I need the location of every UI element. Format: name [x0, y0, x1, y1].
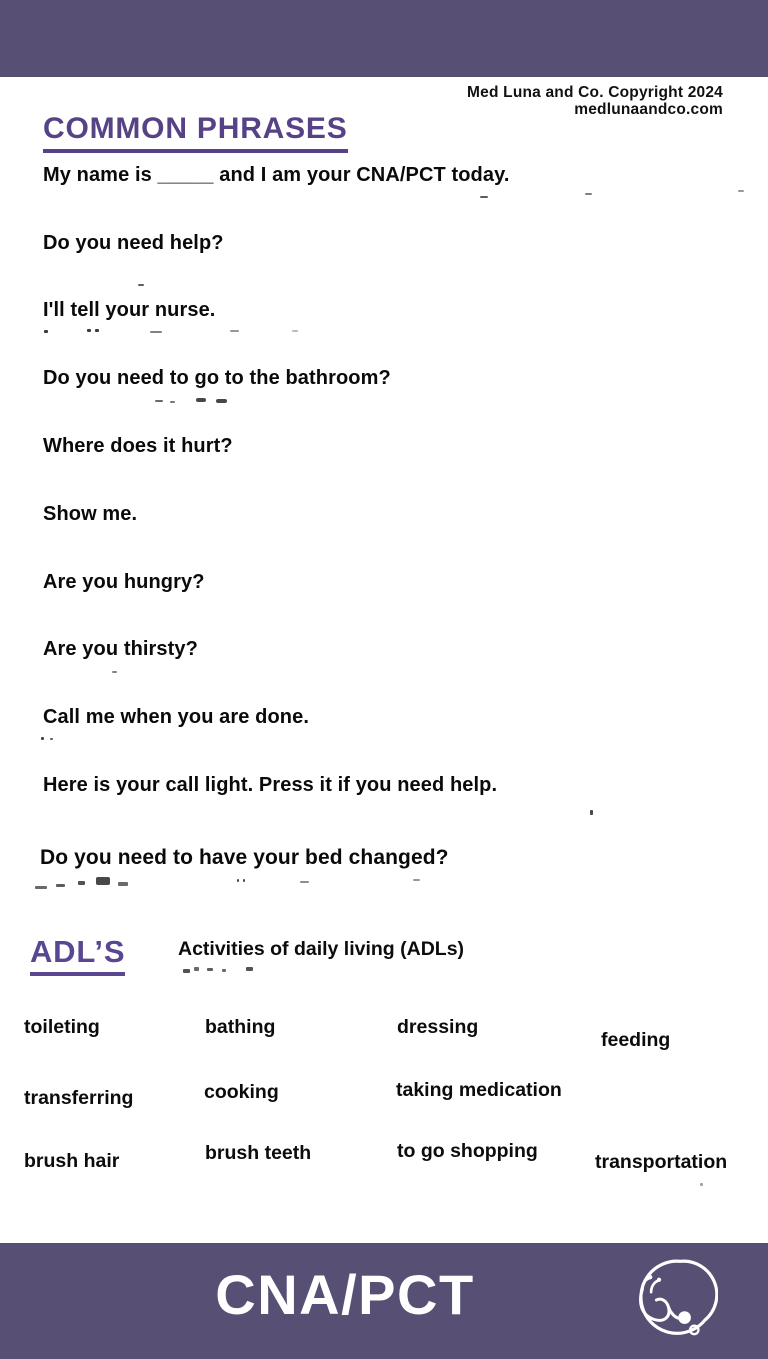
phrase-item: My name is _____ and I am your CNA/PCT today. — [43, 164, 510, 186]
text-remnant-artifact — [700, 1183, 703, 1186]
phrase-item: Where does it hurt? — [43, 435, 233, 457]
text-remnant-artifact — [44, 330, 48, 333]
text-remnant-artifact — [738, 190, 744, 192]
text-remnant-artifact — [150, 331, 162, 333]
adl-item: taking medication — [396, 1079, 562, 1101]
text-remnant-artifact — [87, 329, 91, 332]
phrase-item: Are you hungry? — [43, 571, 205, 593]
text-remnant-artifact — [138, 284, 144, 286]
adl-item: transportation — [595, 1151, 728, 1173]
adls-subtitle: Activities of daily living (ADLs) — [178, 938, 465, 960]
text-remnant-artifact — [216, 399, 227, 403]
adls-title: ADL’S — [30, 934, 125, 976]
adl-item: bathing — [205, 1016, 276, 1038]
text-remnant-artifact — [50, 738, 53, 740]
text-remnant-artifact — [170, 401, 175, 403]
text-remnant-artifact — [207, 968, 213, 971]
footer-brand-title: CNA/PCT — [215, 1263, 475, 1326]
adl-item: feeding — [601, 1029, 671, 1051]
copyright-line: Med Luna and Co. Copyright 2024 — [467, 84, 723, 101]
adl-item: brush teeth — [205, 1142, 312, 1164]
text-remnant-artifact — [590, 810, 593, 815]
adl-item: to go shopping — [397, 1140, 538, 1162]
text-remnant-artifact — [480, 196, 488, 198]
text-remnant-artifact — [585, 193, 592, 195]
phrase-item: Do you need to go to the bathroom? — [43, 367, 391, 389]
phrase-item: Do you need to have your bed changed? — [40, 846, 449, 869]
text-remnant-artifact — [112, 671, 117, 673]
text-remnant-artifact — [118, 882, 128, 886]
text-remnant-artifact — [230, 330, 239, 332]
text-remnant-artifact — [243, 879, 245, 882]
website-url: medlunaandco.com — [574, 101, 723, 118]
phrase-item: Do you need help? — [43, 232, 224, 254]
text-remnant-artifact — [95, 329, 99, 332]
common-phrases-title: COMMON PHRASES — [43, 112, 348, 153]
adl-item: transferring — [24, 1087, 134, 1109]
phrase-item: Show me. — [43, 503, 138, 525]
text-remnant-artifact — [246, 967, 253, 971]
adl-item: toileting — [24, 1016, 100, 1038]
top-banner — [0, 0, 768, 77]
text-remnant-artifact — [237, 879, 239, 882]
text-remnant-artifact — [300, 881, 309, 883]
text-remnant-artifact — [78, 881, 85, 885]
text-remnant-artifact — [155, 400, 163, 402]
phrase-item: Call me when you are done. — [43, 706, 309, 728]
text-remnant-artifact — [413, 879, 420, 881]
text-remnant-artifact — [96, 877, 110, 885]
text-remnant-artifact — [196, 398, 206, 402]
adl-item: brush hair — [24, 1150, 120, 1172]
text-remnant-artifact — [194, 967, 199, 971]
text-remnant-artifact — [35, 886, 47, 889]
text-remnant-artifact — [292, 330, 298, 332]
text-remnant-artifact — [41, 737, 44, 740]
phrase-item: Are you thirsty? — [43, 638, 198, 660]
text-remnant-artifact — [56, 884, 65, 887]
adl-item: cooking — [204, 1081, 279, 1103]
text-remnant-artifact — [183, 969, 190, 973]
text-remnant-artifact — [222, 969, 226, 972]
moon-stethoscope-icon — [630, 1256, 718, 1344]
phrase-item: Here is your call light. Press it if you need help. — [43, 774, 498, 796]
phrase-item: I'll tell your nurse. — [43, 299, 216, 321]
copyright-block — [467, 84, 723, 118]
adl-item: dressing — [397, 1016, 479, 1038]
